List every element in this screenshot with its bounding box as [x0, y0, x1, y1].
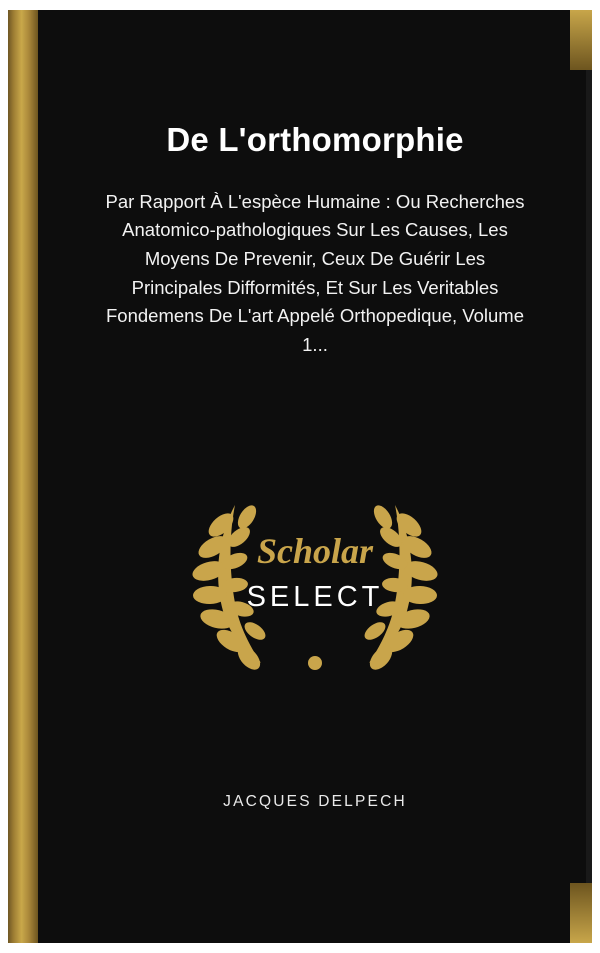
book-author: JACQUES DELPECH	[223, 793, 407, 810]
front-board	[38, 10, 592, 943]
emblem-word: Scholar	[256, 530, 374, 571]
emblem-subword: SELECT	[246, 580, 384, 613]
book-spine	[8, 10, 39, 943]
book-title: De L'orthomorphie	[166, 121, 464, 158]
cover-content	[38, 10, 592, 943]
book-subtitle: Par Rapport À L'espèce Humaine : Ou Recherches Anatomico-pathologiques Sur Les Causes, Les Moyens De Prevenir, Ceux De Guérir Les Principales Difformités, Et Sur Les Veritables Fondemens De L'art Appelé Orthopedique, Volume 1...	[105, 190, 525, 355]
